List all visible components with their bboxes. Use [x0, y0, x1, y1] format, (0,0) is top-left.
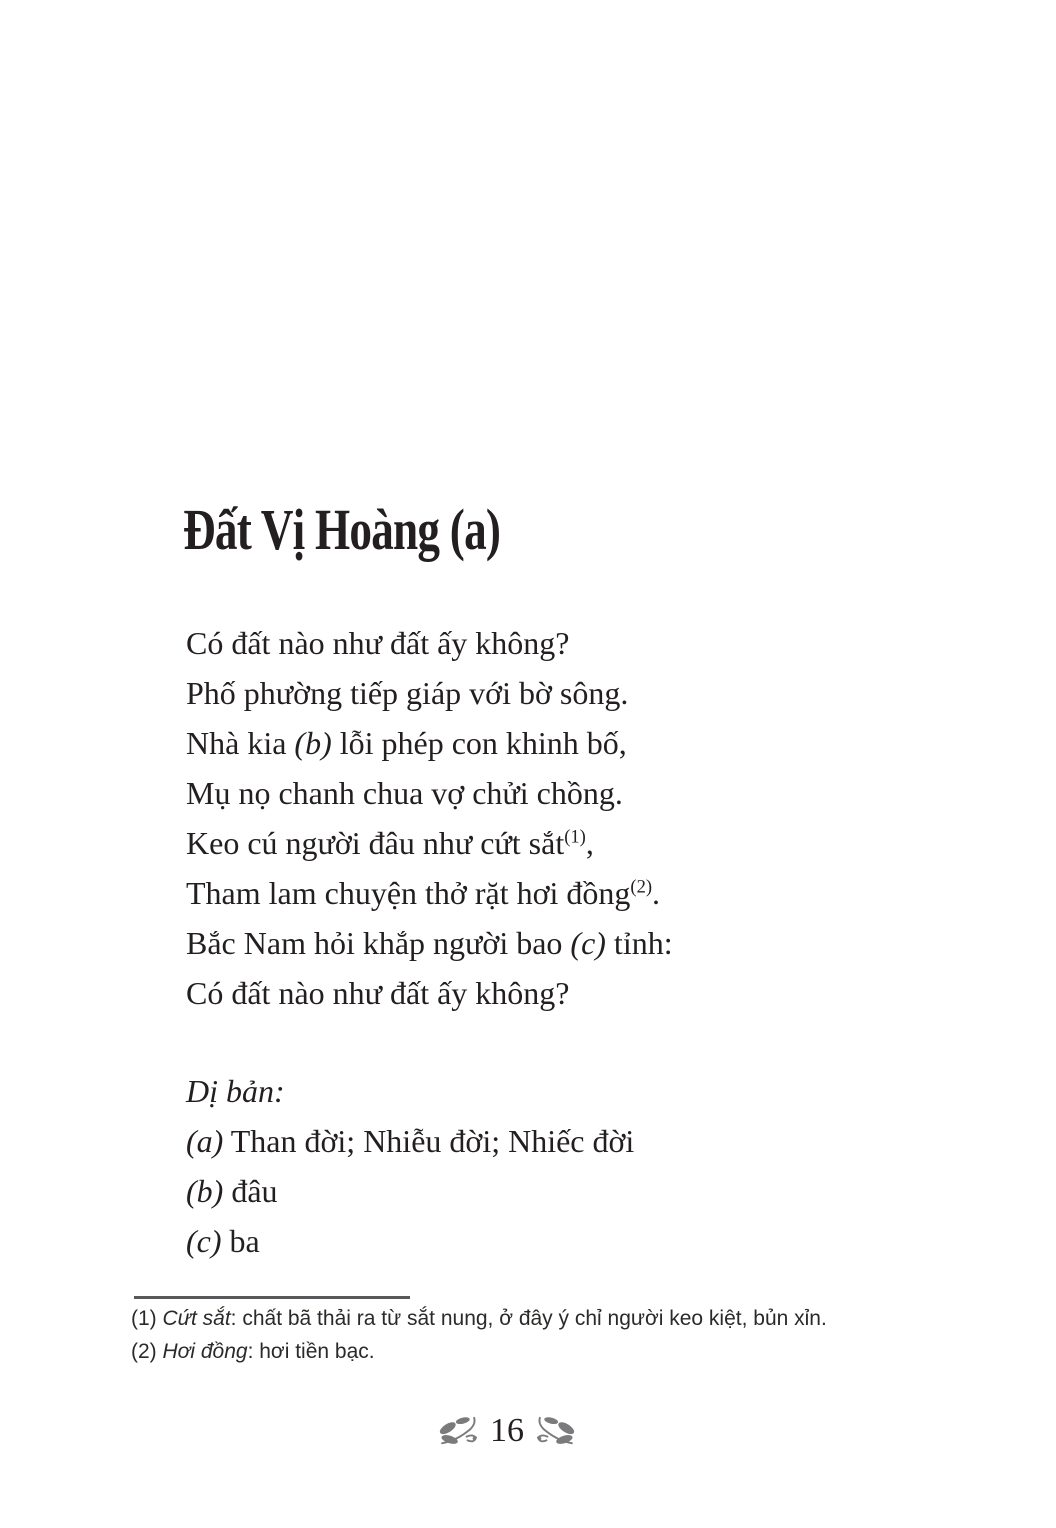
- text-segment: (b): [186, 1173, 224, 1209]
- text-segment: Có đất nào như đất ấy không?: [186, 625, 570, 661]
- text-segment: ba: [221, 1223, 260, 1259]
- poem-line: [186, 918, 673, 968]
- poem-line: [186, 818, 673, 868]
- text-segment: Phố phường tiếp giáp với bờ sông.: [186, 675, 629, 711]
- poem-body: [186, 618, 673, 1018]
- variant-line: [186, 1166, 634, 1216]
- text-segment: (c): [570, 925, 606, 961]
- text-segment: : hơi tiền bạc.: [247, 1340, 375, 1363]
- text-segment: (b): [294, 725, 332, 761]
- page-footer: [0, 1414, 1035, 1448]
- footnote-reference: (1): [564, 826, 586, 848]
- variants-heading: Dị bản:: [186, 1073, 285, 1109]
- text-segment: Cứt sắt: [162, 1307, 231, 1330]
- text-segment: Keo cú người đâu như cứt sắt: [186, 825, 565, 861]
- footnote-line: [131, 1335, 827, 1368]
- floral-ornament-left-icon: [439, 1415, 481, 1447]
- footnotes-section: [131, 1302, 827, 1368]
- footnote-reference: (2): [630, 876, 653, 898]
- footnote-divider: [134, 1296, 410, 1299]
- text-segment: Mụ nọ chanh chua vợ chửi chồng.: [186, 775, 623, 811]
- text-segment: (2): [131, 1340, 163, 1363]
- poem-line: [186, 968, 673, 1018]
- text-segment: Than đời; Nhiễu đời; Nhiếc đời: [223, 1123, 635, 1159]
- text-segment: : chất bã thải ra từ sắt nung, ở đây ý chỉ người keo kiệt, bủn xỉn.: [230, 1307, 827, 1330]
- text-segment: Tham lam chuyện thở rặt hơi đồng: [186, 875, 631, 911]
- poem-line: [186, 718, 673, 768]
- variant-line: [186, 1216, 634, 1266]
- text-segment: (1): [131, 1307, 163, 1330]
- text-segment: .: [652, 875, 661, 911]
- poem-line: [186, 868, 673, 918]
- variants-section: [186, 1066, 634, 1266]
- page-number: 16: [490, 1412, 524, 1449]
- text-segment: đâu: [223, 1173, 278, 1209]
- text-segment: tỉnh:: [605, 925, 673, 961]
- footnote-line: [131, 1302, 827, 1335]
- text-segment: ,: [585, 825, 594, 861]
- text-segment: Có đất nào như đất ấy không?: [186, 975, 570, 1011]
- text-segment: Bắc Nam hỏi khắp người bao: [186, 925, 571, 961]
- poem-line: [186, 768, 673, 818]
- variant-lines: [186, 1116, 634, 1266]
- text-segment: (a): [186, 1123, 224, 1159]
- poem-title: Đất Vị Hoàng (a): [183, 496, 501, 562]
- floral-ornament-right-icon: [533, 1415, 575, 1447]
- text-segment: (c): [186, 1223, 222, 1259]
- variant-line: [186, 1116, 634, 1166]
- poem-line: [186, 668, 673, 718]
- poem-line: [186, 618, 673, 668]
- text-segment: Hơi đồng: [162, 1340, 248, 1363]
- text-segment: lỗi phép con khinh bố,: [331, 725, 627, 761]
- text-segment: Nhà kia: [186, 725, 295, 761]
